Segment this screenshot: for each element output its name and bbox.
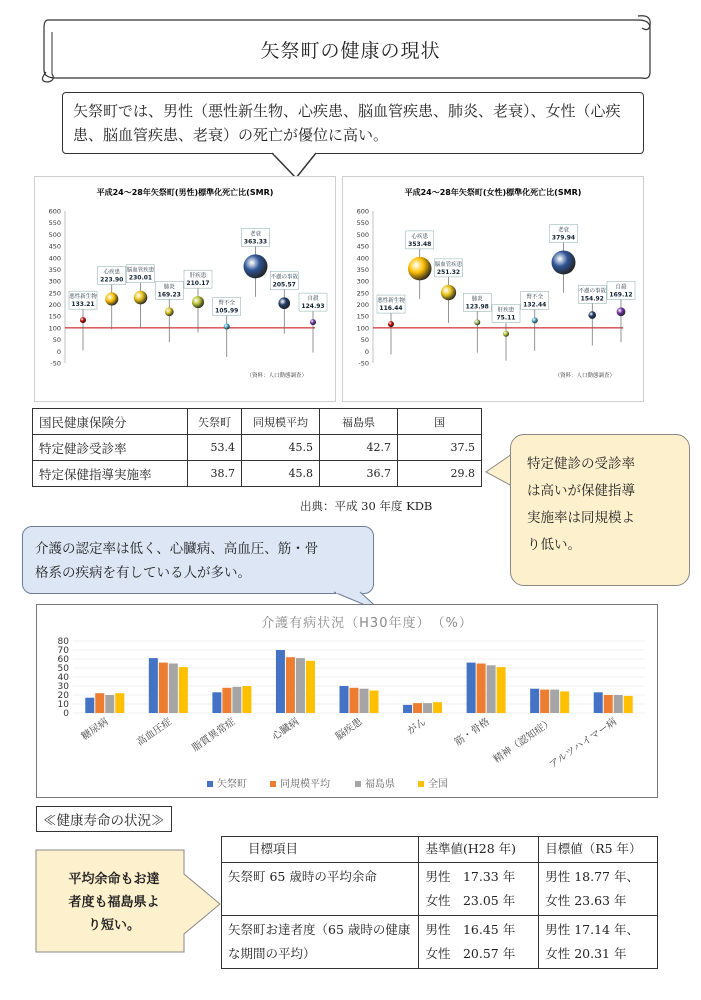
- table-row: [222, 916, 658, 969]
- data-label-value: 205.57: [272, 281, 296, 289]
- data-label-name: 心疾患: [103, 269, 121, 276]
- data-label-name: 脳血管疾患: [434, 261, 463, 268]
- y-tick-label: 40: [57, 673, 69, 683]
- row-label: 特定保健指導実施率: [33, 461, 188, 487]
- bar: [403, 705, 412, 713]
- bar: [222, 688, 231, 713]
- y-tick-label: 20: [57, 691, 69, 701]
- care-callout-line: 介護の認定率は低く、心臓病、高血圧、筋・骨: [35, 541, 319, 557]
- bar: [370, 691, 379, 714]
- data-label-value: 210.17: [186, 280, 210, 288]
- data-label-name: 脳血管疾患: [126, 267, 155, 274]
- data-label-value: 353.48: [408, 240, 432, 248]
- page-title: 矢祭町の健康の現状: [260, 40, 441, 62]
- bar: [550, 690, 559, 713]
- y-tick-label: 450: [356, 242, 369, 251]
- bar: [95, 693, 104, 713]
- legend-swatch: [418, 781, 424, 787]
- care-bar-chart: [37, 605, 657, 797]
- y-tick-label: 500: [48, 230, 61, 239]
- data-label-name: 悪性新生物: [69, 294, 97, 301]
- row-label: 特定健診受診率: [33, 435, 188, 461]
- y-tick-label: -50: [358, 359, 369, 368]
- y-tick-label: 550: [356, 219, 369, 228]
- target-value-male: 男性 18.77 年、: [545, 869, 639, 884]
- bar: [115, 693, 124, 713]
- data-label-name: 不慮の事故: [270, 274, 299, 281]
- y-tick-label: -50: [50, 359, 61, 368]
- life-callout-line: 者度も福島県よ: [68, 895, 160, 910]
- data-label-value: 379.94: [551, 234, 576, 242]
- y-tick-label: 600: [356, 207, 369, 216]
- header-cell: 目標値（R5 年）: [539, 837, 658, 863]
- table-cell: 42.7: [320, 435, 398, 461]
- life-callout-line: り短い。: [87, 918, 140, 933]
- bar: [360, 689, 369, 713]
- table-cell: 29.8: [398, 461, 482, 487]
- data-label-name: 老衰: [249, 231, 262, 238]
- target-value-female: 女性 20.31 年: [545, 946, 627, 961]
- table-cell: 38.7: [188, 461, 242, 487]
- data-label-value: 133.21: [71, 301, 95, 309]
- y-tick-label: 150: [48, 312, 61, 321]
- life-callout: [44, 868, 184, 937]
- bar: [487, 665, 496, 713]
- header-cell: 基準値(H28 年): [419, 837, 539, 863]
- chart-title: 平成24～28年矢祭町(男性)標準化死亡比(SMR): [96, 188, 274, 197]
- y-tick-label: 150: [356, 312, 369, 321]
- bar: [604, 695, 613, 713]
- bar: [497, 667, 506, 713]
- care-bar-chart-panel: [36, 604, 658, 798]
- data-point: [388, 321, 394, 327]
- legend-swatch: [207, 781, 213, 787]
- y-tick-label: 50: [57, 664, 69, 674]
- bar: [614, 695, 623, 713]
- checkup-callout-tail-cover: [486, 450, 516, 490]
- bar: [306, 661, 315, 713]
- life-callout-line: 平均余命もお達: [68, 872, 160, 887]
- male-smr-chart: [35, 177, 335, 401]
- data-label-name: 自殺: [307, 296, 319, 303]
- bar: [276, 650, 285, 713]
- female-smr-chart: [343, 177, 643, 401]
- table-row: [33, 435, 482, 461]
- y-tick-label: 30: [57, 682, 69, 692]
- data-point: [244, 254, 268, 278]
- header-cell: 国民健康保険分: [33, 409, 188, 435]
- data-label-value: 251.32: [436, 268, 461, 276]
- bar: [296, 658, 305, 713]
- bar: [105, 695, 114, 713]
- header-cell: 矢祭町: [188, 409, 242, 435]
- section-heading: ≪健康寿命の状況≫: [36, 806, 172, 832]
- data-point: [532, 317, 538, 323]
- data-label-value: 169.23: [157, 291, 181, 299]
- bar: [594, 692, 603, 713]
- data-label-value: 169.12: [609, 291, 633, 299]
- legend-swatch: [270, 781, 276, 787]
- table-cell: 36.7: [320, 461, 398, 487]
- bar: [530, 689, 539, 713]
- y-tick-label: 200: [356, 301, 369, 310]
- bar: [350, 688, 359, 713]
- category-label: アルツハイマー病: [547, 716, 619, 772]
- y-tick-label: 50: [360, 336, 369, 345]
- bar: [540, 690, 549, 713]
- category-label: 脂質異常症: [190, 716, 238, 755]
- data-point: [474, 319, 480, 325]
- bar: [149, 658, 158, 713]
- bar: [242, 686, 251, 713]
- life-expectancy-table: [221, 836, 658, 969]
- data-label-name: 腎不全: [218, 300, 236, 307]
- data-label-name: 心疾患: [411, 233, 429, 240]
- goal-item: 矢祭町お達者度（65 歳時の健康な期間の平均）: [222, 916, 419, 969]
- category-label: 脳疾患: [333, 716, 365, 743]
- base-value: [419, 863, 539, 916]
- bar: [85, 698, 94, 713]
- y-tick-label: 400: [48, 254, 61, 263]
- category-label: 高血圧症: [134, 716, 175, 749]
- data-label-name: 悪性新生物: [377, 298, 405, 305]
- insurance-table: [32, 408, 482, 487]
- y-tick-label: 0: [56, 347, 61, 356]
- y-tick-label: 0: [364, 347, 369, 356]
- bar: [477, 664, 486, 714]
- target-value-female: 女性 23.63 年: [545, 893, 627, 908]
- y-tick-label: 10: [57, 700, 69, 710]
- care-callout-line: 格系の疾病を有している人が多い。: [35, 565, 251, 581]
- category-label: 糖尿病: [79, 716, 111, 743]
- y-tick-label: 250: [48, 289, 61, 298]
- y-tick-label: 200: [48, 301, 61, 310]
- bar: [340, 686, 349, 713]
- target-value: [539, 863, 658, 916]
- y-tick-label: 80: [57, 637, 69, 647]
- source-note: 出典：平成 30 年度 KDB: [300, 499, 433, 513]
- data-point: [134, 291, 148, 305]
- table-header-row: [33, 409, 482, 435]
- chart-source: （資料：人口動態調査）: [554, 373, 615, 379]
- goal-item: 矢祭町 65 歳時の平均余命: [222, 863, 419, 916]
- legend-label: 同規模平均: [280, 779, 330, 790]
- data-label-value: 154.92: [580, 295, 604, 303]
- bar: [413, 703, 422, 713]
- category-label: 精神（認知症）: [491, 716, 556, 766]
- bar: [286, 657, 295, 713]
- data-point: [441, 285, 456, 300]
- data-point: [192, 296, 204, 308]
- data-label-value: 124.93: [301, 303, 325, 311]
- chart-source: （資料：人口動態調査）: [246, 373, 307, 379]
- y-tick-label: 400: [356, 254, 369, 263]
- table-row: [222, 863, 658, 916]
- table-row: [33, 461, 482, 487]
- data-label-name: 肺炎: [163, 284, 175, 291]
- legend-swatch: [355, 781, 361, 787]
- data-label-value: 75.11: [496, 314, 516, 322]
- base-value-female: 女性 20.57 年: [425, 946, 516, 961]
- data-label-name: 不慮の事故: [578, 288, 607, 295]
- data-label-value: 132.44: [523, 301, 547, 309]
- y-tick-label: 350: [48, 265, 61, 274]
- data-label-name: 肺炎: [471, 296, 483, 303]
- data-point: [105, 292, 118, 305]
- table-header-row: [222, 837, 658, 863]
- data-label-value: 363.33: [243, 238, 268, 246]
- table-cell: 53.4: [188, 435, 242, 461]
- category-label: 筋・骨格: [452, 716, 492, 749]
- data-point: [552, 250, 576, 274]
- data-point: [503, 331, 509, 337]
- y-tick-label: 50: [52, 336, 61, 345]
- y-tick-label: 600: [48, 207, 61, 216]
- y-tick-label: 70: [57, 646, 69, 656]
- data-point: [408, 257, 431, 280]
- bar: [467, 663, 476, 713]
- mortality-callout-text: 矢祭町では、男性（悪性新生物、心疾患、脳血管疾患、肺炎、老衰）、女性（心疾患、脳血管疾患、老衰）の死亡が優位に高い。: [73, 102, 621, 144]
- data-point: [617, 307, 626, 316]
- data-label-name: 肝疾患: [497, 307, 515, 314]
- table-cell: 37.5: [398, 435, 482, 461]
- bar: [169, 664, 178, 714]
- y-tick-label: 450: [48, 242, 61, 251]
- bar: [423, 703, 432, 713]
- y-tick-label: 60: [57, 655, 69, 665]
- table-cell: 45.8: [242, 461, 320, 487]
- bar: [433, 702, 442, 713]
- bar: [159, 663, 168, 713]
- category-label: がん: [405, 716, 429, 737]
- data-label-value: 105.99: [215, 307, 239, 315]
- y-tick-label: 100: [48, 324, 61, 333]
- care-callout: [22, 526, 374, 594]
- data-label-value: 123.98: [465, 303, 489, 311]
- base-value-male: 男性 16.45 年: [425, 922, 516, 937]
- data-label-value: 223.90: [100, 276, 124, 284]
- y-tick-label: 500: [356, 230, 369, 239]
- y-tick-label: 550: [48, 219, 61, 228]
- data-point: [310, 319, 316, 325]
- legend-label: 矢祭町: [217, 779, 247, 790]
- checkup-callout-line: 特定健診の受診率: [527, 456, 635, 472]
- header-cell: 目標項目: [222, 837, 419, 863]
- y-tick-label: 300: [48, 277, 61, 286]
- header-cell: 福島県: [320, 409, 398, 435]
- data-point: [278, 297, 290, 309]
- male-smr-chart-panel: [34, 176, 336, 402]
- base-value: [419, 916, 539, 969]
- data-point: [224, 324, 230, 330]
- bar: [624, 696, 633, 713]
- mortality-callout: [62, 92, 644, 154]
- chart-title: 平成24～28年矢祭町(女性)標準化死亡比(SMR): [404, 188, 582, 197]
- y-tick-label: 0: [63, 709, 69, 719]
- bar: [179, 667, 188, 713]
- data-label-name: 腎不全: [526, 294, 544, 301]
- target-value-male: 男性 17.14 年、: [545, 922, 639, 937]
- y-tick-label: 100: [356, 324, 369, 333]
- header-cell: 国: [398, 409, 482, 435]
- data-point: [588, 311, 596, 319]
- checkup-callout-line: り低い。: [527, 537, 581, 553]
- bar: [212, 692, 221, 713]
- data-label-value: 230.01: [128, 274, 153, 282]
- checkup-callout-line: 実施率は同規模よ: [527, 510, 635, 526]
- y-tick-label: 250: [356, 289, 369, 298]
- data-label-name: 肝疾患: [189, 273, 207, 280]
- category-label: 心臓病: [270, 716, 302, 743]
- legend-label: 福島県: [365, 779, 395, 790]
- legend-label: 全国: [428, 779, 448, 790]
- y-tick-label: 350: [356, 265, 369, 274]
- data-point: [165, 307, 174, 316]
- target-value: [539, 916, 658, 969]
- bar: [560, 691, 569, 713]
- checkup-callout-line: は高いが保健指導: [527, 483, 635, 499]
- data-label-name: 老衰: [557, 227, 570, 234]
- base-value-female: 女性 23.05 年: [425, 893, 516, 908]
- table-cell: 45.5: [242, 435, 320, 461]
- base-value-male: 男性 17.33 年: [425, 869, 516, 884]
- chart-title: 介護有病状況（H30年度） （%）: [261, 616, 473, 631]
- header-cell: 同規模平均: [242, 409, 320, 435]
- data-label-value: 116.44: [379, 305, 403, 313]
- bar: [232, 687, 241, 713]
- y-tick-label: 300: [356, 277, 369, 286]
- checkup-callout: [510, 434, 690, 586]
- data-point: [80, 317, 86, 323]
- data-label-name: 自殺: [615, 284, 627, 291]
- female-smr-chart-panel: [342, 176, 644, 402]
